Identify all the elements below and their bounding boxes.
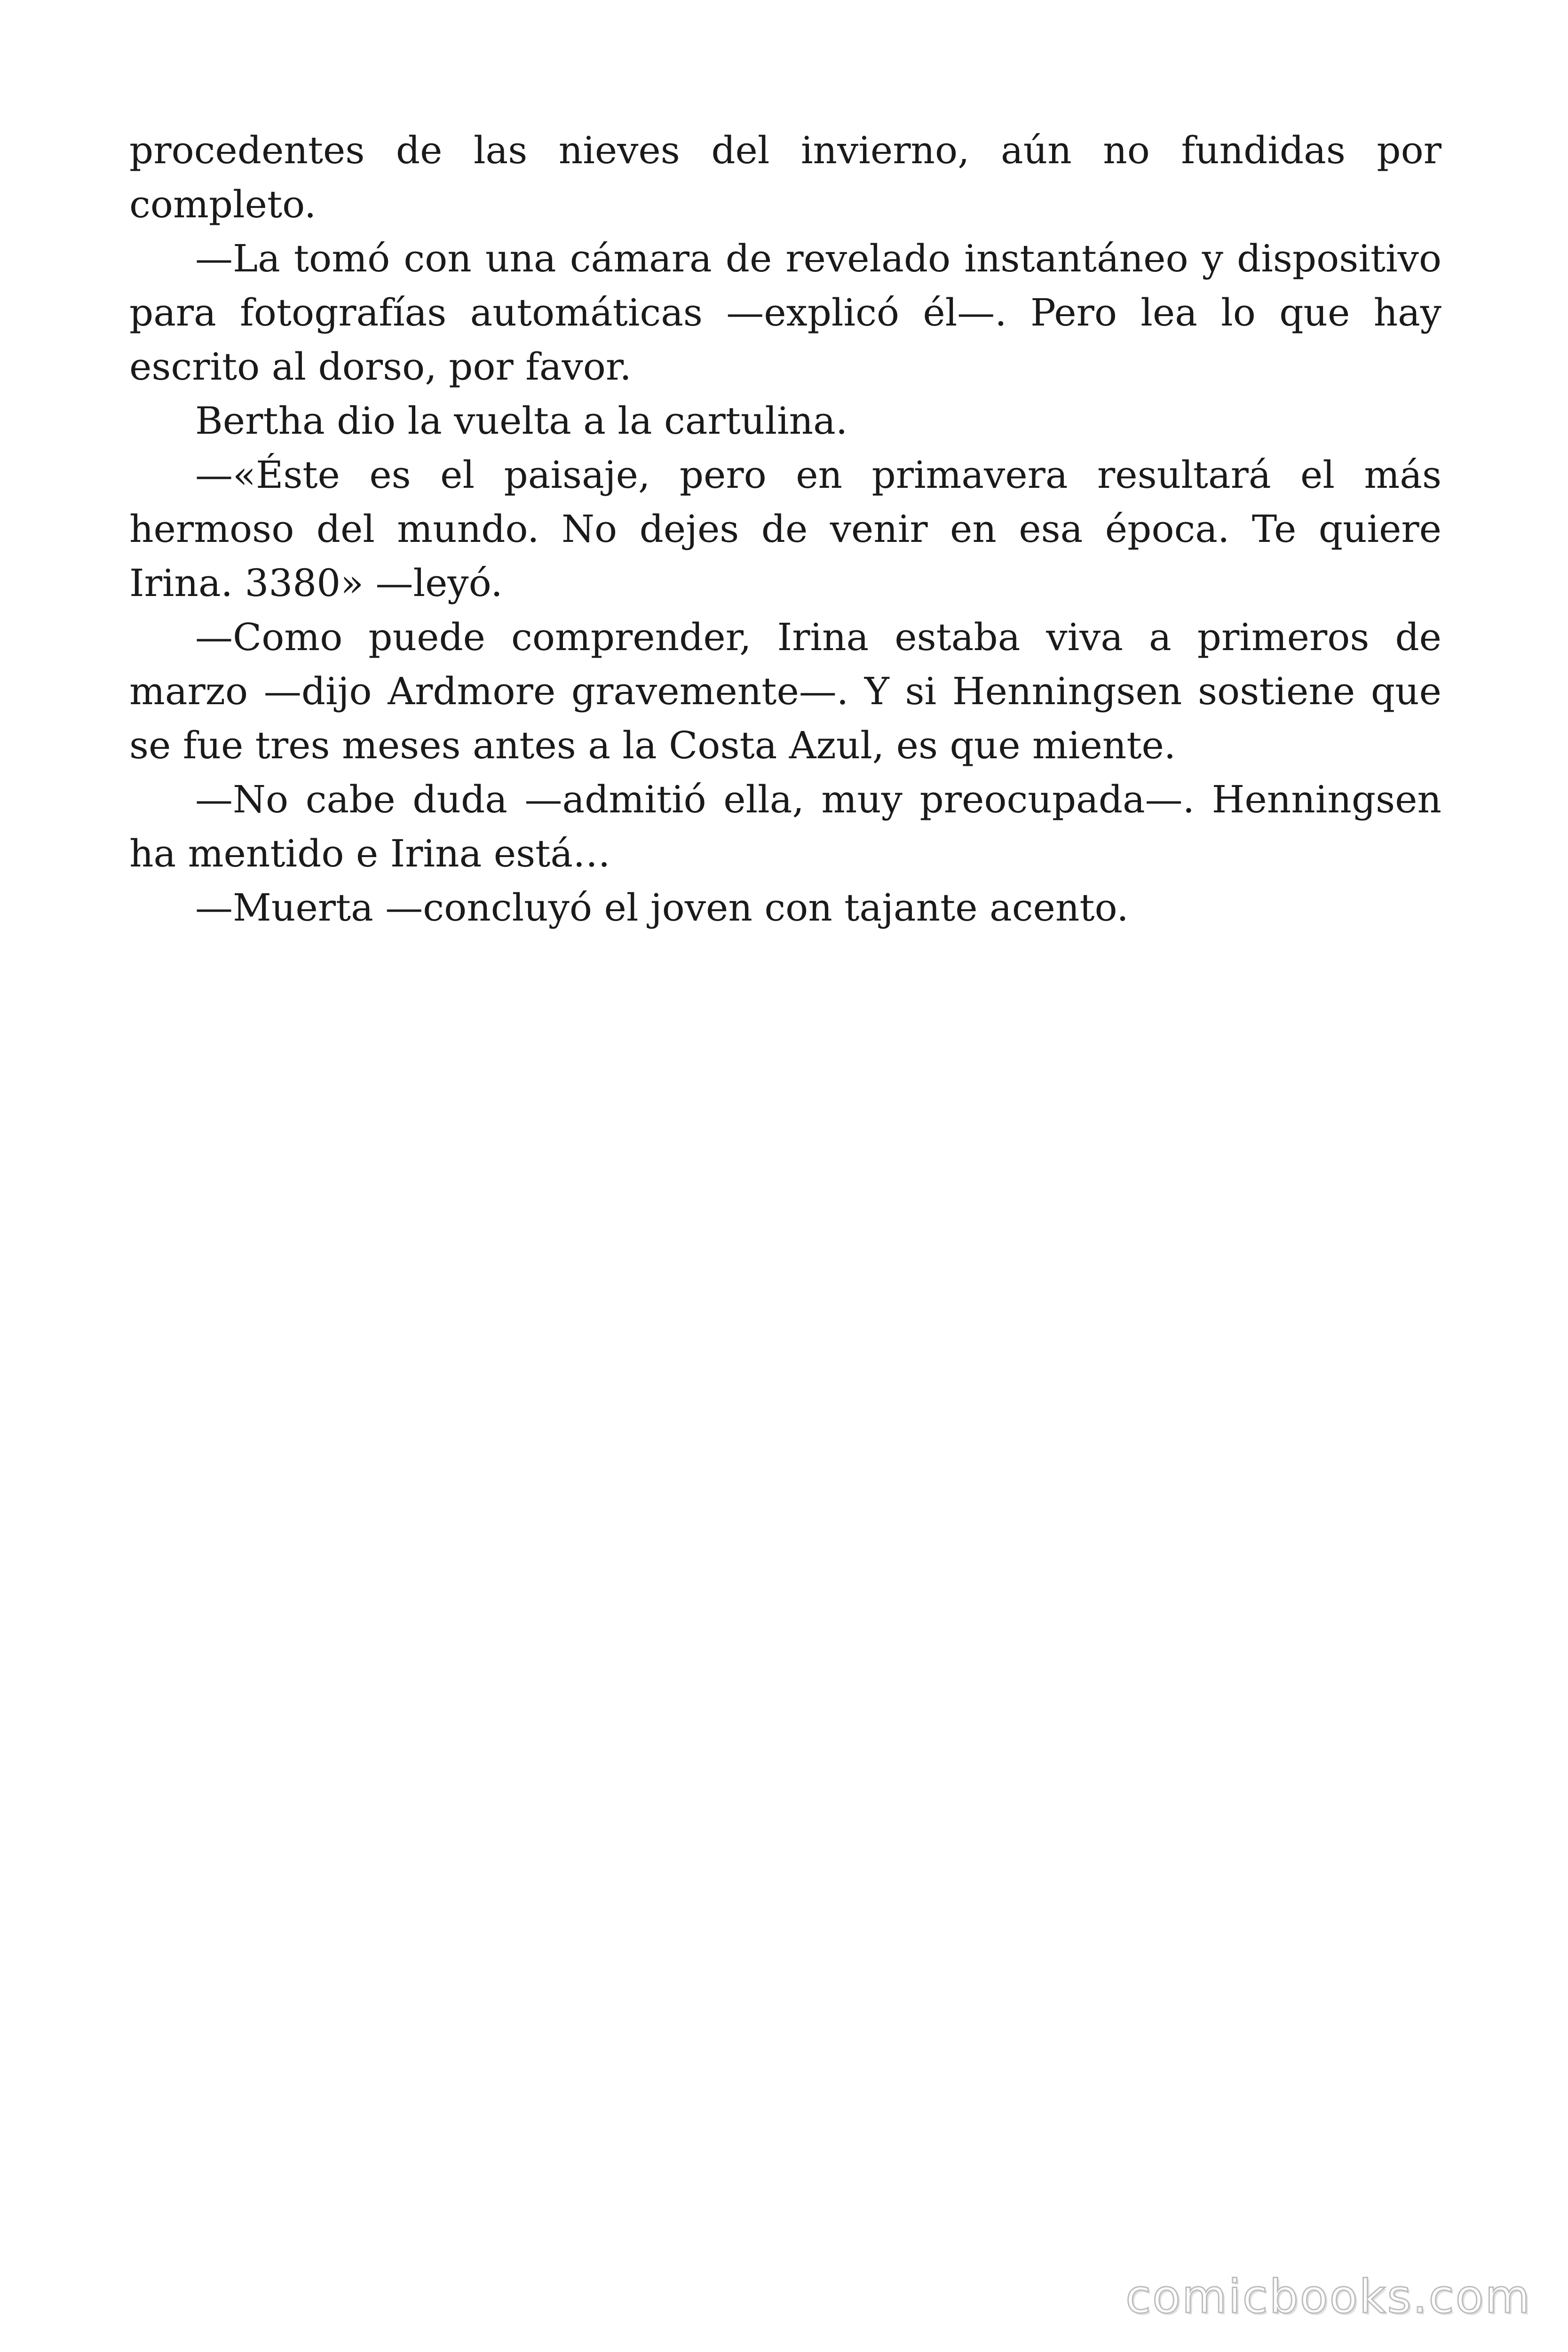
paragraph-bertha-admits: —No cabe duda —admitió ella, muy preocupada—. Henningsen ha mentido e Irina está… xyxy=(129,778,1441,875)
watermark-logo: comicbooks.com xyxy=(1125,2270,1531,2324)
paragraph-continuation: procedentes de las nieves del invierno, aún no fundidas por completo. xyxy=(129,128,1441,226)
paragraph-camera-explanation: —La tomó con una cámara de revelado instantáneo y dispositivo para fotografías automáticas —explicó él—. Pero lea lo que hay escrito al dorso, por favor. xyxy=(129,237,1441,389)
paragraph-card-message: —«Éste es el paisaje, pero en primavera resultará el más hermoso del mundo. No dejes de venir en esa época. Te quiere Irina. 3380» —leyó. xyxy=(129,453,1441,605)
paragraph-bertha-turns-card: Bertha dio la vuelta a la cartulina. xyxy=(195,399,848,443)
paragraph-ardmore-statement: —Como puede comprender, Irina estaba viva a primeros de marzo —dijo Ardmore gravemente—. Y si Henningsen sostiene que se fue tres meses antes a la Costa Azul, es que miente. xyxy=(129,615,1441,767)
page-body xyxy=(129,123,1441,935)
paragraph-conclusion: —Muerta —concluyó el joven con tajante acento. xyxy=(195,886,1129,930)
